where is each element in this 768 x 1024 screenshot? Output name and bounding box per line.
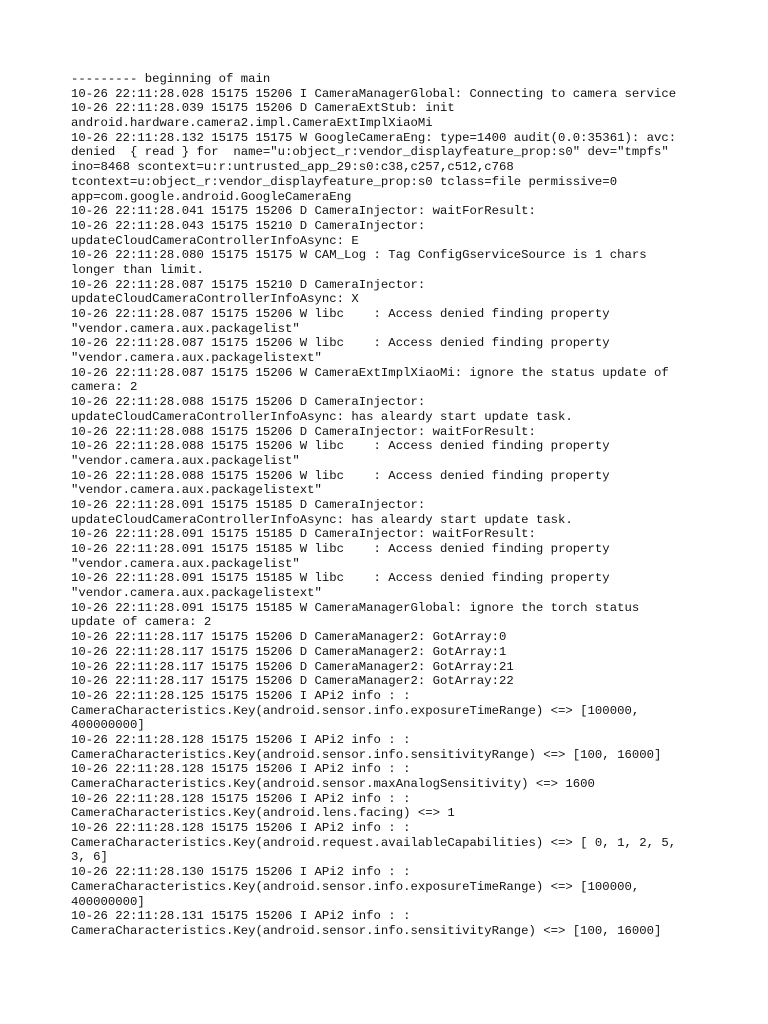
- log-line: updateCloudCameraControllerInfoAsync: has aleardy start update task.: [71, 512, 573, 527]
- log-line: ino=8468 scontext=u:r:untrusted_app_29:s0:c38,c257,c512,c768: [71, 160, 514, 175]
- log-line: 10-26 22:11:28.091 15175 15185 D CameraInjector: waitForResult:: [71, 527, 536, 542]
- log-line: 3, 6]: [71, 850, 108, 865]
- log-line: 10-26 22:11:28.091 15175 15185 W libc : Access denied finding property: [71, 542, 610, 556]
- log-line: 10-26 22:11:28.088 15175 15206 W libc : Access denied finding property: [71, 468, 610, 483]
- log-line: 10-26 22:11:28.088 15175 15206 D CameraInjector: waitForResult:: [71, 424, 536, 439]
- log-line: 10-26 22:11:28.091 15175 15185 D CameraInjector:: [71, 497, 426, 512]
- log-line: camera: 2: [71, 380, 138, 395]
- log-line: "vendor.camera.aux.packagelist": [71, 321, 300, 336]
- log-line: CameraCharacteristics.Key(android.sensor.info.exposureTimeRange) <=> [100000,: [71, 703, 640, 718]
- log-line: longer than limit.: [71, 262, 204, 277]
- log-line: 10-26 22:11:28.087 15175 15206 W libc : Access denied finding property: [71, 307, 610, 321]
- log-text-block: [71, 72, 761, 939]
- log-line: 10-26 22:11:28.087 15175 15206 W libc : Access denied finding property: [71, 336, 610, 351]
- log-line: "vendor.camera.aux.packagelistext": [71, 351, 322, 366]
- log-line: 10-26 22:11:28.117 15175 15206 D CameraManager2: GotArray:0: [71, 630, 507, 645]
- log-line: android.hardware.camera2.impl.CameraExtImplXiaoMi: [71, 116, 433, 131]
- log-line: CameraCharacteristics.Key(android.request.availableCapabilities) <=> [ 0, 1, 2, 5,: [71, 835, 677, 850]
- log-line: denied { read } for name="u:object_r:vendor_displayfeature_prop:s0" dev="tmpfs": [71, 145, 669, 160]
- log-line: 10-26 22:11:28.128 15175 15206 I APi2 info : :: [71, 791, 411, 806]
- log-line: 10-26 22:11:28.117 15175 15206 D CameraManager2: GotArray:1: [71, 644, 507, 659]
- log-line: updateCloudCameraControllerInfoAsync: E: [71, 233, 359, 248]
- log-line: 10-26 22:11:28.088 15175 15206 W libc : Access denied finding property: [71, 439, 610, 454]
- log-line: 10-26 22:11:28.125 15175 15206 I APi2 info : :: [71, 688, 411, 703]
- log-line: 10-26 22:11:28.128 15175 15206 I APi2 info : :: [71, 732, 411, 747]
- log-line: "vendor.camera.aux.packagelist": [71, 453, 300, 468]
- log-line: "vendor.camera.aux.packagelistext": [71, 483, 322, 498]
- log-line: 10-26 22:11:28.130 15175 15206 I APi2 info : :: [71, 865, 411, 880]
- log-line: 10-26 22:11:28.080 15175 15175 W CAM_Log : Tag ConfigGserviceSource is 1 chars: [71, 248, 647, 263]
- log-line: updateCloudCameraControllerInfoAsync: has aleardy start update task.: [71, 409, 573, 424]
- log-line: 400000000]: [71, 718, 145, 733]
- log-line: "vendor.camera.aux.packagelistext": [71, 586, 322, 601]
- log-line: CameraCharacteristics.Key(android.sensor.info.sensitivityRange) <=> [100, 16000]: [71, 923, 662, 938]
- log-line: 10-26 22:11:28.091 15175 15185 W CameraManagerGlobal: ignore the torch status: [71, 600, 640, 615]
- log-line: 10-26 22:11:28.088 15175 15206 D CameraInjector:: [71, 395, 426, 410]
- log-line: app=com.google.android.GoogleCameraEng: [71, 189, 352, 204]
- log-line: 10-26 22:11:28.128 15175 15206 I APi2 info : :: [71, 821, 411, 836]
- log-line: 10-26 22:11:28.131 15175 15206 I APi2 info : :: [71, 909, 411, 924]
- log-line: 10-26 22:11:28.128 15175 15206 I APi2 info : :: [71, 762, 411, 777]
- log-line: 10-26 22:11:28.117 15175 15206 D CameraManager2: GotArray:21: [71, 659, 514, 674]
- log-line: 10-26 22:11:28.043 15175 15210 D CameraInjector:: [71, 218, 426, 233]
- log-line: 10-26 22:11:28.039 15175 15206 D CameraExtStub: init: [71, 101, 455, 116]
- log-line: 10-26 22:11:28.091 15175 15185 W libc : Access denied finding property: [71, 571, 610, 586]
- log-line: 10-26 22:11:28.087 15175 15206 W CameraExtImplXiaoMi: ignore the status update of: [71, 365, 669, 380]
- log-line: CameraCharacteristics.Key(android.lens.facing) <=> 1: [71, 806, 455, 821]
- log-line: "vendor.camera.aux.packagelist": [71, 556, 300, 571]
- log-line: --------- beginning of main: [71, 72, 271, 86]
- log-line: CameraCharacteristics.Key(android.sensor.info.sensitivityRange) <=> [100, 16000]: [71, 747, 662, 762]
- log-line: update of camera: 2: [71, 615, 212, 630]
- log-line: 10-26 22:11:28.087 15175 15210 D CameraInjector:: [71, 277, 426, 292]
- log-line: 10-26 22:11:28.117 15175 15206 D CameraManager2: GotArray:22: [71, 674, 514, 689]
- log-line: 10-26 22:11:28.132 15175 15175 W GoogleCameraEng: type=1400 audit(0.0:35361): avc:: [71, 130, 677, 145]
- log-line: 10-26 22:11:28.028 15175 15206 I CameraManagerGlobal: Connecting to camera service: [71, 86, 677, 101]
- log-line: 400000000]: [71, 894, 145, 909]
- log-line: updateCloudCameraControllerInfoAsync: X: [71, 292, 359, 307]
- log-line: 10-26 22:11:28.041 15175 15206 D CameraInjector: waitForResult:: [71, 204, 536, 219]
- log-line: CameraCharacteristics.Key(android.sensor.maxAnalogSensitivity) <=> 1600: [71, 777, 595, 791]
- log-line: tcontext=u:object_r:vendor_displayfeature_prop:s0 tclass=file permissive=0: [71, 174, 618, 189]
- log-line: CameraCharacteristics.Key(android.sensor.info.exposureTimeRange) <=> [100000,: [71, 879, 640, 894]
- document-page: [71, 72, 761, 939]
